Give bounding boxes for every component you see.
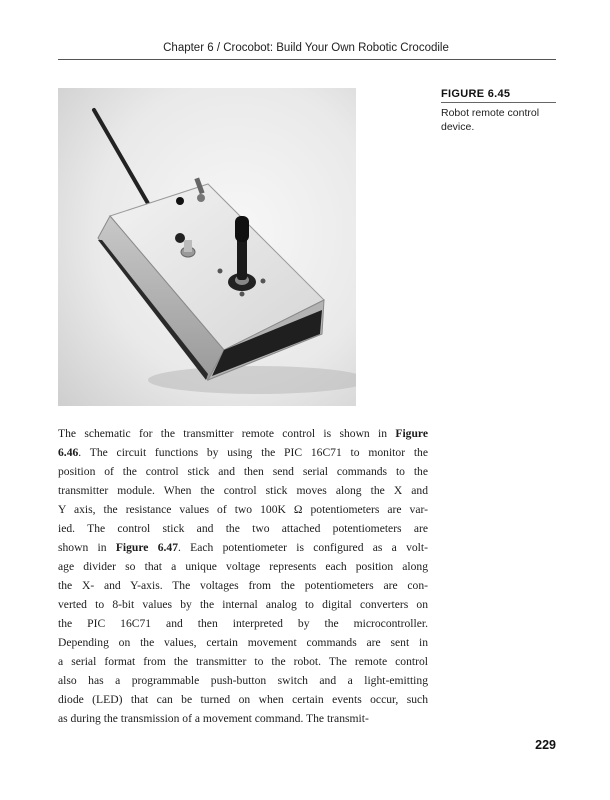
body-line: the X- and Y-axis. The voltages from the potentiometers are con- — [58, 579, 428, 592]
body-line: shown in Figure 6.47. Each potentiometer is configured as a volt- — [58, 541, 428, 554]
body-line: also has a programmable push-button switch and a light-emitting — [58, 674, 428, 687]
figure-photo-remote-control — [58, 88, 356, 406]
figure-reference: Figure 6.47 — [115, 541, 179, 554]
page-number: 229 — [535, 738, 556, 752]
body-line: a serial format from the transmitter to the robot. The remote control — [58, 655, 428, 668]
body-line: the PIC 16C71 and then interpreted by the microcontroller. — [58, 617, 428, 630]
body-paragraph — [58, 424, 428, 728]
body-line: The schematic for the transmitter remote control is shown in Figure — [58, 427, 428, 440]
running-header: Chapter 6 / Crocobot: Build Your Own Robotic Crocodile — [163, 42, 449, 54]
header-rule — [58, 59, 556, 60]
body-line: 6.46. The circuit functions by using the PIC 16C71 to monitor the — [58, 446, 428, 459]
body-line: transmitter module. When the control stick moves along the X and — [58, 484, 428, 497]
body-line: age divider so that a unique voltage represents each position along — [58, 560, 428, 573]
body-line: Depending on the values, certain movement commands are sent in — [58, 636, 428, 649]
figure-caption: Robot remote control device. — [441, 107, 540, 133]
body-line: ied. The control stick and the two attached potentiometers are — [58, 522, 428, 535]
figure-label: FIGURE 6.45 — [441, 88, 511, 100]
body-line: Y axis, the resistance values of two 100K Ω potentiometers are var- — [58, 503, 428, 516]
body-line: diode (LED) that can be turned on when certain events occur, such — [58, 693, 428, 706]
body-line: position of the control stick and then send serial commands to the — [58, 465, 428, 478]
figure-reference: Figure — [395, 427, 428, 440]
figure-label-rule — [441, 102, 556, 103]
body-line: as during the transmission of a movement command. The transmit- — [58, 712, 369, 725]
body-line: verted to 8-bit values by the internal analog to digital converters on — [58, 598, 428, 611]
figure-reference: 6.46 — [58, 446, 79, 459]
